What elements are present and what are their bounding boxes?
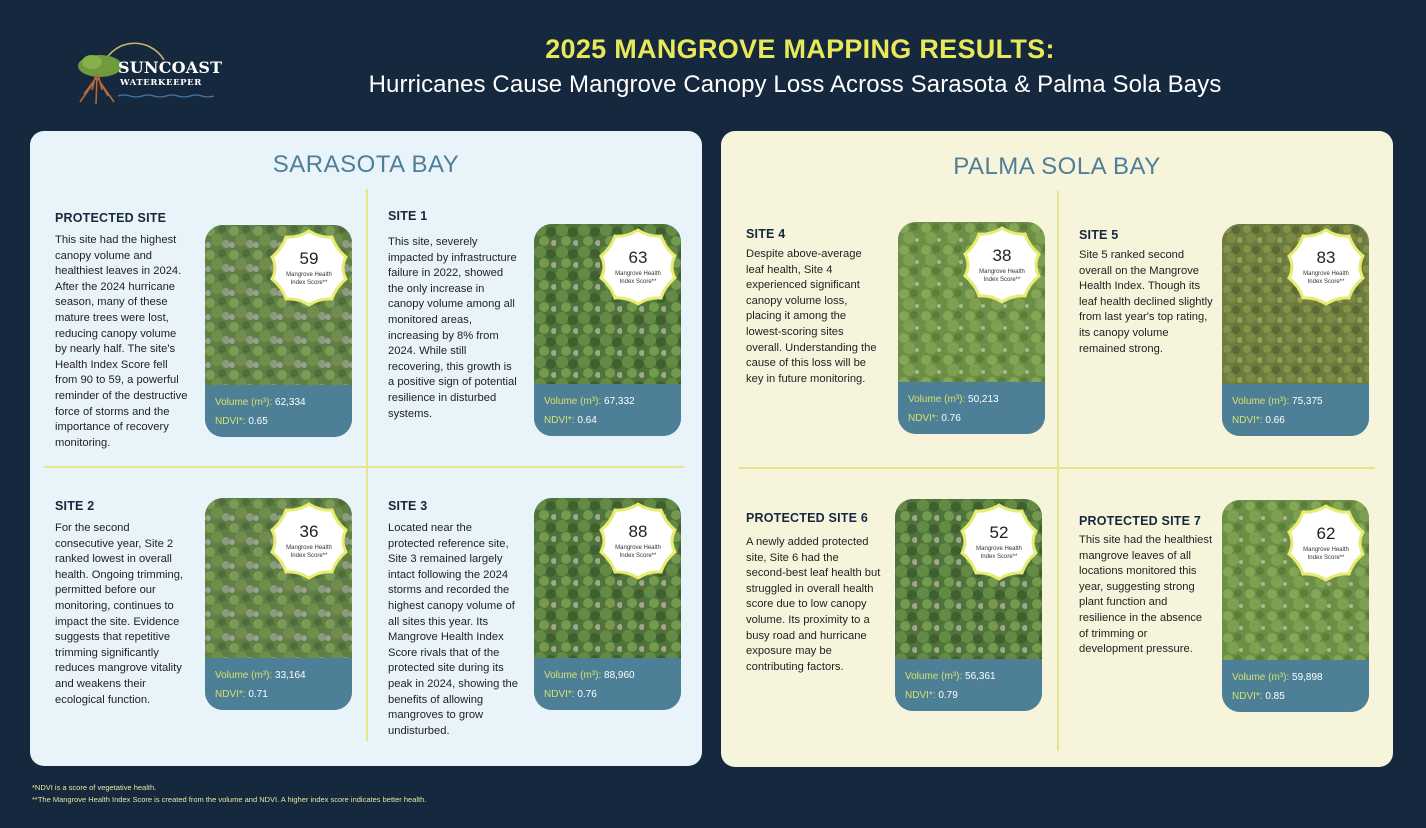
site-photo-card	[895, 499, 1042, 711]
site-photo-card	[205, 225, 352, 437]
footnote-ndvi: *NDVI is a score of vegetative health.	[32, 783, 157, 792]
volume-value: 56,361	[965, 671, 996, 682]
site-name: SITE 5	[1079, 228, 1119, 242]
health-score-caption: Mangrove Health Index Score**	[286, 545, 332, 559]
site-name: PROTECTED SITE	[55, 211, 167, 225]
sarasota-bay-panel	[30, 131, 702, 766]
health-score-badge	[1287, 228, 1365, 306]
site-card-site-4	[746, 227, 1071, 457]
divider-horizontal	[44, 466, 684, 468]
health-score-caption: Mangrove Health Index Score**	[976, 546, 1022, 560]
health-score-badge	[963, 226, 1041, 304]
health-score-value: 59	[299, 249, 319, 268]
panel-title-palma-sola: PALMA SOLA BAY	[953, 153, 1161, 180]
page-title: 2025 MANGROVE MAPPING RESULTS:	[545, 34, 1055, 64]
suncoast-waterkeeper-logo	[74, 38, 224, 108]
ndvi-value: 0.66	[1265, 415, 1285, 426]
site-name: SITE 3	[388, 499, 428, 513]
site-description: Located near the protected reference site, Site 3 remained largely intact following the 2024 storms and recorded the highest canopy volume of all sites this year. Its Mangrove Health Index Score rivals that of the protected site during its peak in 2024, showing the benefits of allowing mangroves to grow undisturbed.	[388, 522, 518, 737]
site-photo-card	[534, 224, 681, 436]
ndvi-value: 0.79	[938, 690, 958, 701]
site-description: This site had the healthiest mangrove leaves of all locations monitored this year, suggesting strong plant function and resilience in the absence of trimming or development pressure.	[1079, 534, 1213, 656]
health-score-caption: Mangrove Health Index Score**	[979, 269, 1025, 283]
health-score-badge	[270, 229, 348, 307]
health-score-value: 36	[299, 522, 319, 541]
site-photo-card	[1222, 224, 1369, 436]
site-description: Site 5 ranked second overall on the Mangrove Health Index. Though its leaf health declined slightly from last year's top rating, its canopy volume remained strong.	[1079, 249, 1213, 355]
site-stats: Volume (m³): 75,375 NDVI*: 0.66	[1222, 384, 1369, 436]
volume-value: 59,898	[1292, 672, 1323, 683]
health-score-badge	[1287, 504, 1365, 582]
site-name: SITE 2	[55, 499, 95, 513]
footnote-index: **The Mangrove Health Index Score is created from the volume and NDVI. A higher index score indicates better health.	[32, 795, 427, 804]
ndvi-value: 0.76	[577, 689, 597, 700]
health-score-value: 62	[1316, 524, 1336, 543]
site-stats: Volume (m³): 50,213 NDVI*: 0.76	[898, 382, 1045, 434]
site-stats: Volume (m³): 59,898 NDVI*: 0.85	[1222, 660, 1369, 712]
health-score-caption: Mangrove Health Index Score**	[1303, 271, 1349, 285]
health-score-caption: Mangrove Health Index Score**	[615, 271, 661, 285]
health-score-caption: Mangrove Health Index Score**	[286, 272, 332, 286]
site-card-site-2	[55, 499, 380, 739]
logo-wordmark-top: SUNCOAST	[118, 58, 223, 77]
volume-value: 50,213	[968, 394, 999, 405]
site-description: Despite above-average leaf health, Site 4 experienced significant canopy volume loss, placing it among the lowest-scoring sites overall. Understanding the cause of this loss will be key in future monitoring.	[746, 248, 877, 385]
site-stats: Volume (m³): 62,334 NDVI*: 0.65	[205, 385, 352, 437]
health-score-badge	[599, 502, 677, 580]
volume-value: 67,332	[604, 396, 635, 407]
ndvi-value: 0.85	[1265, 691, 1285, 702]
health-score-badge	[599, 228, 677, 306]
site-card-site-1	[388, 209, 713, 449]
health-score-caption: Mangrove Health Index Score**	[615, 545, 661, 559]
site-card-site-3	[388, 499, 713, 759]
site-description: This site had the highest canopy volume and healthiest leaves in 2024. After the 2024 hurricane season, many of these mature trees were lost, reducing canopy volume by nearly half. The site's Health Index Score fell from 90 to 59, a powerful reminder of the destructive force of storms and the importance of recovery monitoring.	[55, 234, 188, 449]
health-score-caption: Mangrove Health Index Score**	[1303, 547, 1349, 561]
site-description: For the second consecutive year, Site 2 ranked lowest in overall health. Ongoing trimming, permitted before our monitoring, continues to impact the site. Evidence suggests that repetitive trimming significantly reduces mangrove vitality and weakens their ecological function.	[55, 522, 184, 706]
health-score-badge	[960, 503, 1038, 581]
ndvi-value: 0.64	[577, 415, 597, 426]
page-subtitle: Hurricanes Cause Mangrove Canopy Loss Across Sarasota & Palma Sola Bays	[368, 71, 1222, 98]
health-score-value: 38	[992, 246, 1012, 265]
site-stats: Volume (m³): 88,960 NDVI*: 0.76	[534, 658, 681, 710]
volume-value: 75,375	[1292, 396, 1323, 407]
site-stats: Volume (m³): 33,164 NDVI*: 0.71	[205, 658, 352, 710]
site-photo-card	[1222, 500, 1369, 712]
site-name: SITE 4	[746, 227, 786, 241]
site-photo-card	[898, 222, 1045, 434]
health-score-value: 63	[628, 248, 648, 267]
site-photo-card	[534, 498, 681, 710]
site-stats: Volume (m³): 67,332 NDVI*: 0.64	[534, 384, 681, 436]
site-description: This site, severely impacted by infrastructure failure in 2022, showed the only increase in canopy volume among all monitored areas, increasing by 8% from 2024. While still recovering, this growth is a positive sign of potential resilience in disturbed systems.	[388, 236, 517, 420]
ndvi-value: 0.65	[248, 416, 268, 427]
site-name: PROTECTED SITE 7	[1079, 514, 1201, 528]
health-score-badge	[270, 502, 348, 580]
site-photo-card	[205, 498, 352, 710]
panel-title-sarasota: SARASOTA BAY	[272, 151, 460, 178]
ndvi-value: 0.71	[248, 689, 268, 700]
site-card-protected-site-7	[1079, 514, 1404, 744]
health-score-value: 83	[1316, 248, 1336, 267]
site-name: SITE 1	[388, 209, 428, 223]
site-card-protected-site	[55, 211, 380, 451]
volume-value: 33,164	[275, 670, 306, 681]
logo-wordmark-bottom: WATERKEEPER	[120, 78, 202, 88]
divider-horizontal	[739, 467, 1375, 469]
site-card-site-5	[1079, 228, 1404, 458]
site-name: PROTECTED SITE 6	[746, 511, 868, 525]
palma-sola-bay-panel	[721, 131, 1393, 767]
volume-value: 62,334	[275, 397, 306, 408]
ndvi-value: 0.76	[941, 413, 961, 424]
site-card-protected-site-6	[746, 511, 1071, 741]
volume-value: 88,960	[604, 670, 635, 681]
site-stats: Volume (m³): 56,361 NDVI*: 0.79	[895, 659, 1042, 711]
health-score-value: 88	[628, 522, 648, 541]
site-description: A newly added protected site, Site 6 had the second-best leaf health but struggled in overall health score due to low canopy volume. Its proximity to a busy road and hurricane exposure may be contributing factors.	[746, 536, 881, 673]
health-score-value: 52	[989, 523, 1009, 542]
